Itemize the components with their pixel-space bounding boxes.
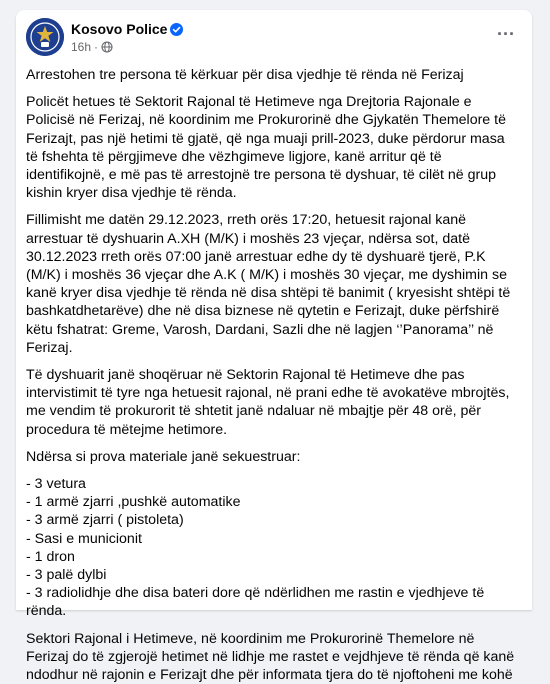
page-name-link[interactable]: [71, 21, 183, 37]
post-body: [16, 66, 532, 684]
list-item: - 3 armë zjarri ( pistoleta): [26, 512, 184, 529]
post-paragraph: Sektori Rajonal i Hetimeve, në koordinim me Prokurorinë Themelore në Ferizaj do të zgjerojë hetimet në lidhje me rastet e vejdhjeve të rënda që kanë ndodhur në rajonin e Ferizajt dhe për informata tjera do të njoftoheni me kohë: [26, 630, 515, 684]
police-emblem-icon: [26, 18, 64, 56]
globe-icon[interactable]: [101, 41, 113, 53]
evidence-list: [26, 475, 520, 621]
page-name-text[interactable]: Kosovo Police: [71, 21, 168, 37]
post-meta: 16h ·: [71, 40, 113, 54]
list-item: - 1 armë zjarri ,pushkë automatike: [26, 494, 241, 511]
list-item: - Sasi e municionit: [26, 530, 142, 547]
post-timestamp[interactable]: 16h: [71, 40, 92, 54]
list-item: - 1 dron: [26, 548, 75, 565]
list-item: - 3 palë dylbi: [26, 567, 107, 584]
more-options-button[interactable]: ···: [497, 24, 515, 44]
verified-badge-icon: [170, 23, 183, 36]
post-paragraph: Të dyshuarit janë shoqëruar në Sektorin Rajonal të Hetimeve dhe pas intervistimit të tyre nga hetuesit rajonal, në prani edhe të avokatëve mbrojtës, me vendim të prokurorit të shtetit janë ndaluar në mbajtje për 48 orë, për procedura të mëtejme hetimore.: [26, 367, 510, 438]
post-headline: Arrestohen tre persona të kërkuar për disa vjedhje të rënda në Ferizaj: [26, 67, 464, 83]
post-paragraph: Ndërsa si prova materiale janë sekuestruar:: [26, 448, 301, 465]
post-card: [16, 10, 532, 684]
post-paragraph: Fillimisht me datën 29.12.2023, rreth orës 17:20, hetuesit rajonal kanë arrestuar të dyshuarin A.XH (M/K) i moshës 23 vjeçar, ndërsa sot, datë 30.12.2023 rreth orës 07:00 janë arrestuar edhe dy të dyshuarë tjerë, P.K (M/K) i moshës 36 vjeçar dhe A.K ( M/K) i moshës 30 vjeçar, me dyshimin se kanë kryer disa vjedhje të rënda në disa shtëpi të banimit ( kryesisht shtëpi të bashkatdhetarëve) dhe në disa biznese në qytetin e Ferizajt, duke përfshirë këtu fshatrat: Greme, Varosh, Dardani, Sazli dhe në lagjen ‘’Panorama’’ në Ferizaj.: [26, 212, 511, 356]
list-item: - 3 vetura: [26, 476, 86, 493]
post-paragraph: Policët hetues të Sektorit Rajonal të Hetimeve nga Drejtoria Rajonale e Policisë në Ferizaj, në koordinim me Prokurorinë dhe Gjykatën Themelore të Ferizajt, pas një hetimi të gjatë, që nga muaji prill-2023, duke përdorur masa të fshehta të përgjimeve dhe vëzhgimeve ligjore, kanë arritur që të identifikojnë, e më pas të arrestojnë tre persona të dyshuar, të cilët në grup kishin kryer disa vjedhje të rënda.: [26, 94, 506, 202]
post-header: [16, 10, 532, 66]
page-avatar[interactable]: [26, 18, 64, 56]
list-item: - 3 radiolidhje dhe disa bateri dore që ndërlidhen me rastin e vjedhjeve të rënda.: [26, 585, 485, 620]
